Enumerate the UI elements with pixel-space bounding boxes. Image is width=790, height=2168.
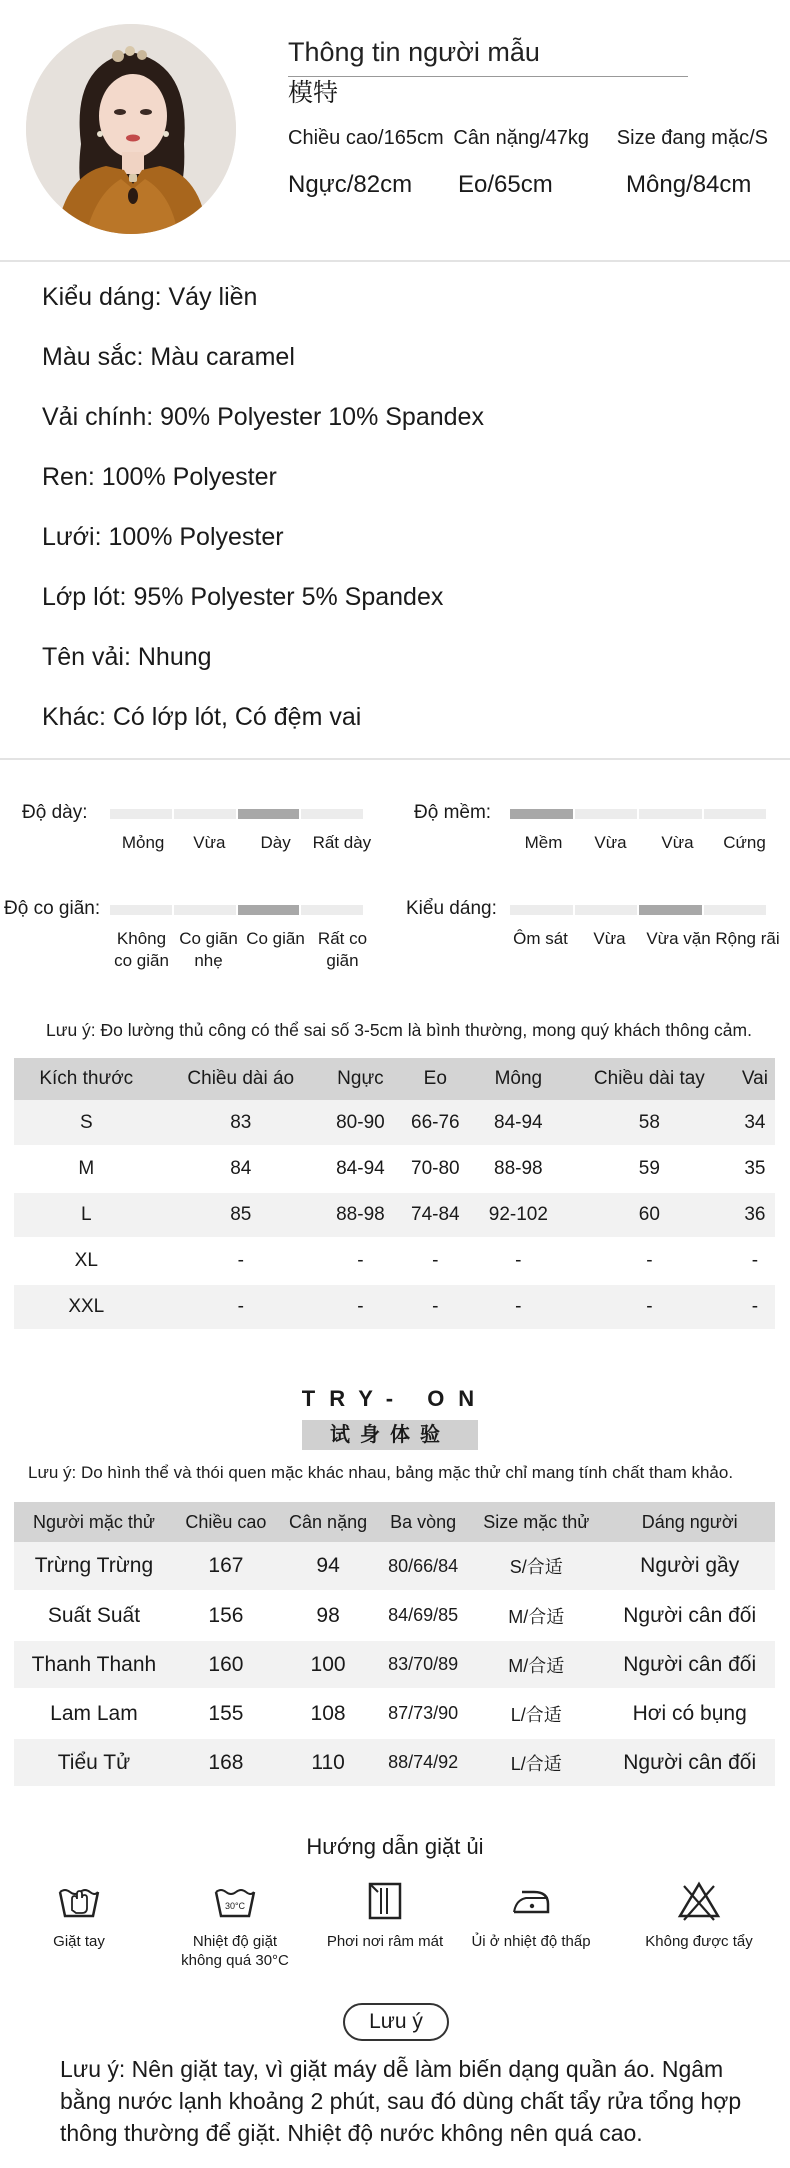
header-height: Chiều cao bbox=[174, 1502, 278, 1542]
tryon-table-body bbox=[14, 1542, 775, 1787]
attr-mesh: Lưới: 100% Polyester bbox=[42, 523, 284, 551]
table-cell: S bbox=[14, 1100, 159, 1146]
table-cell: Suất Suất bbox=[14, 1591, 174, 1640]
table-cell: 160 bbox=[174, 1640, 278, 1689]
header-shoulder: Vai bbox=[735, 1058, 775, 1100]
table-cell: 84-94 bbox=[473, 1100, 564, 1146]
scale-option: Rộng rãi bbox=[715, 929, 780, 948]
table-cell: S/合适 bbox=[468, 1542, 604, 1591]
scale-options bbox=[108, 928, 376, 972]
header-weight: Cân nặng bbox=[278, 1502, 378, 1542]
scale-option: Co giãn bbox=[246, 929, 305, 948]
table-row bbox=[14, 1591, 775, 1640]
care-item-dry-shade bbox=[310, 1880, 460, 1951]
table-cell: 59 bbox=[564, 1146, 735, 1192]
table-row bbox=[14, 1689, 775, 1738]
header-tried-size: Size mặc thử bbox=[468, 1502, 604, 1542]
care-label: Nhiệt độ giặt bbox=[192, 1933, 278, 1950]
scale-option: Mềm bbox=[524, 833, 563, 852]
model-weight: Cân nặng/47kg bbox=[453, 127, 590, 149]
model-waist: Eo/65cm bbox=[458, 171, 553, 198]
table-cell: 92-102 bbox=[473, 1192, 564, 1238]
scale-segment bbox=[704, 809, 767, 819]
attr-lining: Lớp lót: 95% Polyester 5% Spandex bbox=[42, 583, 444, 611]
attr-style: Kiểu dáng: Váy liền bbox=[42, 283, 258, 311]
scale-option: Ôm sát bbox=[513, 929, 568, 948]
scale-segment bbox=[110, 905, 172, 915]
table-cell: 66-76 bbox=[398, 1100, 473, 1146]
scale-segment bbox=[301, 905, 363, 915]
table-cell: Người cân đối bbox=[604, 1640, 775, 1689]
section-divider bbox=[0, 260, 790, 262]
scale-bar bbox=[110, 905, 365, 915]
scale-bar bbox=[110, 809, 365, 819]
table-cell: - bbox=[473, 1238, 564, 1284]
care-title: Hướng dẫn giặt ủi bbox=[306, 1834, 484, 1859]
scale-label: Độ dày: bbox=[22, 802, 88, 823]
header-hip: Mông bbox=[473, 1058, 564, 1100]
table-cell: 83/70/89 bbox=[378, 1640, 468, 1689]
table-cell: 35 bbox=[735, 1146, 775, 1192]
table-cell: - bbox=[323, 1238, 398, 1284]
table-cell: 94 bbox=[278, 1542, 378, 1591]
scale-segment bbox=[639, 905, 702, 915]
table-cell: 58 bbox=[564, 1100, 735, 1146]
scale-option: Vừa bbox=[193, 833, 226, 852]
table-cell: 98 bbox=[278, 1591, 378, 1640]
table-cell: Người cân đối bbox=[604, 1591, 775, 1640]
scale-options bbox=[510, 832, 778, 854]
model-hip: Mông/84cm bbox=[626, 171, 752, 198]
attr-other: Khác: Có lớp lót, Có đệm vai bbox=[42, 703, 362, 731]
table-row bbox=[14, 1100, 775, 1146]
table-cell: - bbox=[735, 1284, 775, 1330]
table-cell: - bbox=[159, 1284, 323, 1330]
table-cell: - bbox=[398, 1284, 473, 1330]
model-title: Thông tin người mẫu bbox=[288, 37, 540, 67]
care-icons bbox=[0, 1880, 790, 1990]
table-cell: M bbox=[14, 1146, 159, 1192]
care-item-no-bleach bbox=[624, 1880, 774, 1951]
table-cell: 36 bbox=[735, 1192, 775, 1238]
model-size: Size đang mặc/S bbox=[616, 127, 768, 149]
table-cell: 87/73/90 bbox=[378, 1689, 468, 1738]
table-cell: M/合适 bbox=[468, 1640, 604, 1689]
tryon-note: Lưu ý: Do hình thể và thói quen mặc khác nhau, bảng mặc thử chỉ mang tính chất tham khảo. bbox=[28, 1463, 734, 1482]
scale-options bbox=[110, 832, 375, 854]
care-note: Lưu ý: Nên giặt tay, vì giặt máy dễ làm biến dạng quần áo. Ngâm bằng nước lạnh khoảng 2 phút, sau đó dùng chất tẩy rửa tổng hợp thông thường để giặt. Nhiệt độ nước không nên quá cao. bbox=[60, 2056, 742, 2146]
attr-lace: Ren: 100% Polyester bbox=[42, 463, 277, 491]
tryon-title: TRY- ON bbox=[301, 1386, 489, 1411]
table-cell: 83 bbox=[159, 1100, 323, 1146]
scale-segment bbox=[174, 809, 236, 819]
model-info-section bbox=[0, 0, 790, 262]
model-portrait-image bbox=[26, 24, 236, 234]
table-cell: XXL bbox=[14, 1284, 159, 1330]
header-measurements: Ba vòng bbox=[378, 1502, 468, 1542]
table-cell: 88-98 bbox=[473, 1146, 564, 1192]
table-cell: - bbox=[735, 1238, 775, 1284]
care-label: Ủi ở nhiệt độ thấp bbox=[471, 1933, 591, 1950]
scale-options bbox=[506, 928, 782, 950]
table-cell: 108 bbox=[278, 1689, 378, 1738]
table-cell: M/合适 bbox=[468, 1591, 604, 1640]
scale-label: Kiểu dáng: bbox=[406, 898, 497, 919]
model-row-2 bbox=[288, 170, 768, 200]
model-avatar bbox=[26, 24, 236, 234]
scale-option: Vừa bbox=[593, 929, 626, 948]
size-table bbox=[14, 1058, 775, 1331]
header-bust: Ngực bbox=[323, 1058, 398, 1100]
table-cell: 156 bbox=[174, 1591, 278, 1640]
table-cell: L/合适 bbox=[468, 1689, 604, 1738]
scale-option: Cứng bbox=[723, 833, 766, 852]
table-cell: 100 bbox=[278, 1640, 378, 1689]
scale-option: Rất dày bbox=[312, 833, 372, 852]
table-cell: 167 bbox=[174, 1542, 278, 1591]
care-item-iron-low bbox=[456, 1880, 606, 1951]
scale-option: Dày bbox=[260, 833, 291, 852]
scale-bar bbox=[510, 809, 768, 819]
table-cell: L bbox=[14, 1192, 159, 1238]
care-label: Phơi nơi râm mát bbox=[326, 1933, 444, 1950]
table-row bbox=[14, 1192, 775, 1238]
model-height: Chiều cao/165cm bbox=[288, 127, 444, 149]
attr-color: Màu sắc: Màu caramel bbox=[42, 343, 295, 371]
table-cell: 34 bbox=[735, 1100, 775, 1146]
table-cell: Người cân đối bbox=[604, 1738, 775, 1787]
table-row bbox=[14, 1238, 775, 1284]
scale-option: Vừa bbox=[661, 833, 694, 852]
scale-option: Mỏng bbox=[121, 833, 165, 852]
table-cell: 155 bbox=[174, 1689, 278, 1738]
size-note: Lưu ý: Đo lường thủ công có thể sai số 3-5cm là bình thường, mong quý khách thông cảm. bbox=[46, 1020, 752, 1040]
scale-segment bbox=[238, 809, 300, 819]
scale-label: Độ mềm: bbox=[414, 802, 492, 823]
header-size: Kích thước bbox=[14, 1058, 159, 1100]
table-cell: Người gầy bbox=[604, 1542, 775, 1591]
table-cell: L/合适 bbox=[468, 1738, 604, 1787]
note-badge: Lưu ý bbox=[343, 2003, 449, 2041]
table-cell: Trừng Trừng bbox=[14, 1542, 174, 1591]
table-cell: - bbox=[473, 1284, 564, 1330]
table-cell: XL bbox=[14, 1238, 159, 1284]
table-row bbox=[14, 1738, 775, 1787]
scale-option: Vừa vặn bbox=[646, 929, 711, 948]
table-cell: 84-94 bbox=[323, 1146, 398, 1192]
table-cell: 74-84 bbox=[398, 1192, 473, 1238]
table-row bbox=[14, 1640, 775, 1689]
scale-segment bbox=[575, 905, 638, 915]
table-cell: 85 bbox=[159, 1192, 323, 1238]
tryon-subtitle: 试身体验 bbox=[302, 1420, 478, 1450]
table-cell: Thanh Thanh bbox=[14, 1640, 174, 1689]
table-cell: - bbox=[398, 1238, 473, 1284]
table-cell: 88-98 bbox=[323, 1192, 398, 1238]
care-label-line2: không quá 30°C bbox=[181, 1952, 289, 1969]
table-row bbox=[14, 1542, 775, 1591]
table-cell: Lam Lam bbox=[14, 1689, 174, 1738]
scale-segment bbox=[110, 809, 172, 819]
table-cell: 84 bbox=[159, 1146, 323, 1192]
model-bust: Ngực/82cm bbox=[288, 171, 413, 198]
model-row-1 bbox=[288, 124, 768, 152]
table-cell: 84/69/85 bbox=[378, 1591, 468, 1640]
scale-segment bbox=[510, 905, 573, 915]
scale-segment bbox=[639, 809, 702, 819]
header-waist: Eo bbox=[398, 1058, 473, 1100]
scale-option: Co giãn nhẹ bbox=[179, 929, 238, 970]
header-body-type: Dáng người bbox=[604, 1502, 775, 1542]
size-table-body bbox=[14, 1100, 775, 1330]
section-divider bbox=[0, 758, 790, 760]
table-cell: Tiểu Tử bbox=[14, 1738, 174, 1787]
dry-shade-icon bbox=[362, 1880, 408, 1922]
wash-30-icon bbox=[212, 1880, 258, 1922]
table-cell: - bbox=[159, 1238, 323, 1284]
care-label: Giặt tay bbox=[53, 1933, 105, 1950]
table-row bbox=[14, 1284, 775, 1330]
table-cell: - bbox=[564, 1238, 735, 1284]
model-measurements bbox=[288, 34, 768, 200]
size-table-header bbox=[14, 1058, 775, 1100]
table-cell: 60 bbox=[564, 1192, 735, 1238]
scale-option: Rất co giãn bbox=[317, 929, 368, 970]
scale-option: Không co giãn bbox=[114, 929, 169, 970]
no-bleach-icon bbox=[676, 1880, 722, 1922]
attr-fabric-name: Tên vải: Nhung bbox=[42, 643, 212, 671]
scale-segment bbox=[238, 905, 300, 915]
table-row bbox=[14, 1146, 775, 1192]
table-cell: 70-80 bbox=[398, 1146, 473, 1192]
table-cell: - bbox=[323, 1284, 398, 1330]
table-cell: Hơi có bụng bbox=[604, 1689, 775, 1738]
wash-temp: 30°C bbox=[224, 1901, 246, 1911]
model-subtitle: 模特 bbox=[288, 79, 339, 107]
iron-low-icon bbox=[508, 1880, 554, 1922]
scale-bar bbox=[510, 905, 768, 915]
table-cell: 110 bbox=[278, 1738, 378, 1787]
tryon-table bbox=[14, 1502, 775, 1788]
scale-segment bbox=[704, 905, 767, 915]
care-item-hand-wash bbox=[4, 1880, 154, 1951]
scale-segment bbox=[301, 809, 363, 819]
hand-wash-icon bbox=[56, 1880, 102, 1922]
table-cell: 80/66/84 bbox=[378, 1542, 468, 1591]
fabric-scales bbox=[0, 772, 790, 1022]
product-attributes bbox=[42, 282, 762, 762]
scale-label: Độ co giãn: bbox=[4, 898, 101, 919]
table-cell: - bbox=[564, 1284, 735, 1330]
header-sleeve: Chiều dài tay bbox=[564, 1058, 735, 1100]
table-cell: 168 bbox=[174, 1738, 278, 1787]
scale-segment bbox=[575, 809, 638, 819]
title-underline bbox=[288, 76, 688, 77]
tryon-table-header bbox=[14, 1502, 775, 1542]
table-cell: 88/74/92 bbox=[378, 1738, 468, 1787]
scale-option: Vừa bbox=[594, 833, 627, 852]
table-cell: 80-90 bbox=[323, 1100, 398, 1146]
scale-segment bbox=[510, 809, 573, 819]
header-length: Chiều dài áo bbox=[159, 1058, 323, 1100]
attr-main-fabric: Vải chính: 90% Polyester 10% Spandex bbox=[42, 403, 484, 431]
care-item-wash-30 bbox=[160, 1880, 310, 1970]
scale-segment bbox=[174, 905, 236, 915]
care-label: Không được tẩy bbox=[645, 1933, 753, 1950]
header-tester: Người mặc thử bbox=[14, 1502, 174, 1542]
